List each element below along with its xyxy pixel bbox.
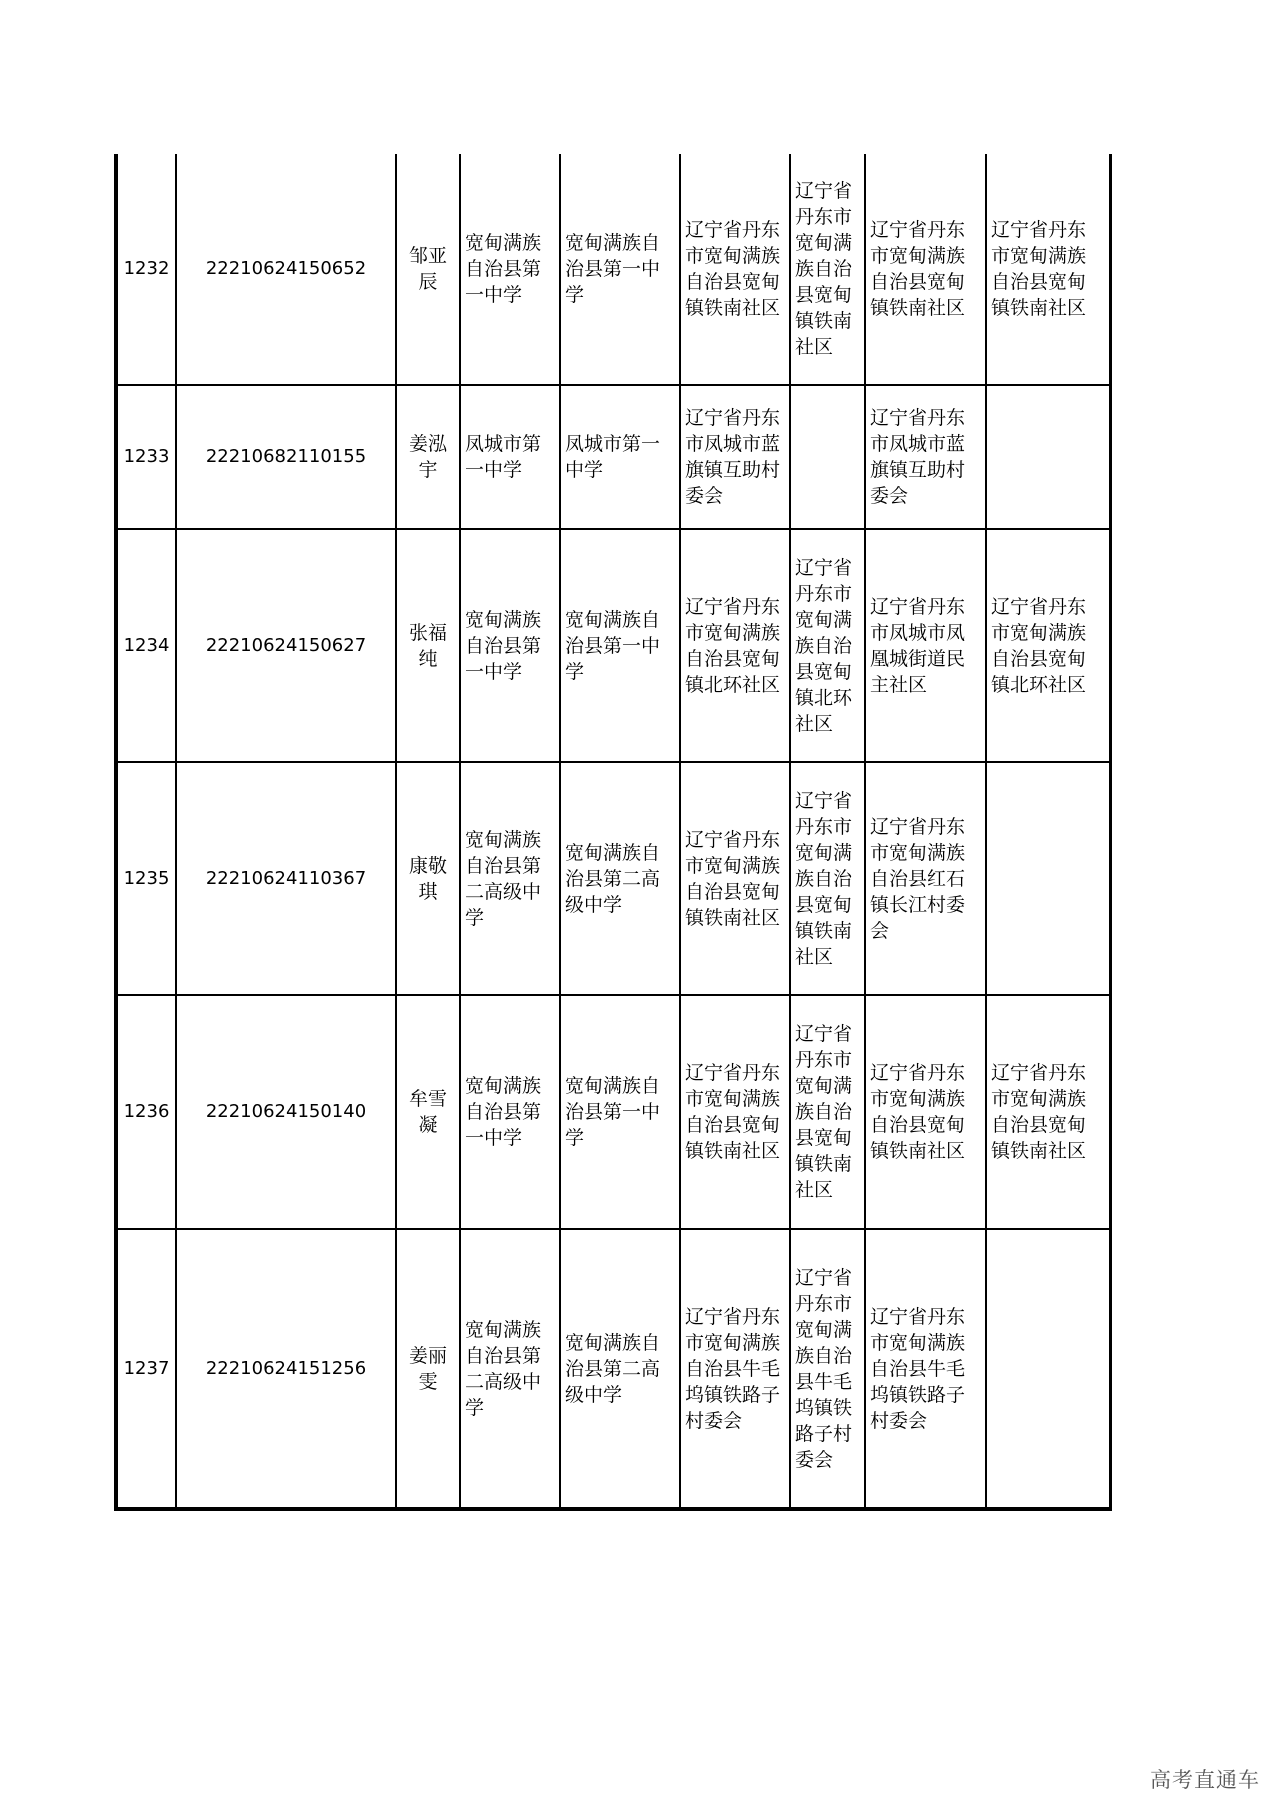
address-guardian-cell: 辽宁省丹东市宽甸满族自治县宽甸镇铁南社区 (790, 762, 865, 995)
address-guardian-cell: 辽宁省丹东市宽甸满族自治县宽甸镇铁南社区 (790, 154, 865, 385)
address-household-cell: 辽宁省丹东市凤城市蓝旗镇互助村委会 (680, 385, 790, 529)
address-other-cell (986, 1229, 1110, 1509)
school-name-cell: 宽甸满族自治县第一中学 (460, 154, 560, 385)
exam-id-cell: 22210624110367 (176, 762, 396, 995)
address-household-cell: 辽宁省丹东市宽甸满族自治县宽甸镇北环社区 (680, 529, 790, 762)
address-guardian-cell: 辽宁省丹东市宽甸满族自治县宽甸镇北环社区 (790, 529, 865, 762)
address-guardian-cell (790, 385, 865, 529)
exam-id-cell: 22210624150140 (176, 995, 396, 1229)
address-residence-cell: 辽宁省丹东市凤城市蓝旗镇互助村委会 (865, 385, 986, 529)
address-residence-cell: 辽宁省丹东市宽甸满族自治县牛毛坞镇铁路子村委会 (865, 1229, 986, 1509)
address-household-cell: 辽宁省丹东市宽甸满族自治县宽甸镇铁南社区 (680, 154, 790, 385)
school-name-cell: 宽甸满族自治县第一中学 (460, 995, 560, 1229)
address-residence-cell: 辽宁省丹东市宽甸满族自治县宽甸镇铁南社区 (865, 154, 986, 385)
student-name-cell: 牟雪凝 (396, 995, 460, 1229)
address-household-cell: 辽宁省丹东市宽甸满族自治县牛毛坞镇铁路子村委会 (680, 1229, 790, 1509)
school-name-cell: 宽甸满族自治县第二高级中学 (460, 1229, 560, 1509)
address-guardian-cell: 辽宁省丹东市宽甸满族自治县牛毛坞镇铁路子村委会 (790, 1229, 865, 1509)
address-other-cell (986, 385, 1110, 529)
student-name-cell: 康敬琪 (396, 762, 460, 995)
address-household-cell: 辽宁省丹东市宽甸满族自治县宽甸镇铁南社区 (680, 995, 790, 1229)
exam-id-cell: 22210624150652 (176, 154, 396, 385)
address-guardian-cell: 辽宁省丹东市宽甸满族自治县宽甸镇铁南社区 (790, 995, 865, 1229)
graduating-school-cell: 宽甸满族自治县第一中学 (560, 995, 680, 1229)
graduating-school-cell: 宽甸满族自治县第二高级中学 (560, 1229, 680, 1509)
table-row (116, 762, 1110, 995)
address-residence-cell: 辽宁省丹东市凤城市凤凰城街道民主社区 (865, 529, 986, 762)
records-table (114, 154, 1112, 1511)
address-residence-cell: 辽宁省丹东市宽甸满族自治县宽甸镇铁南社区 (865, 995, 986, 1229)
graduating-school-cell: 宽甸满族自治县第一中学 (560, 529, 680, 762)
school-name-cell: 宽甸满族自治县第一中学 (460, 529, 560, 762)
graduating-school-cell: 凤城市第一中学 (560, 385, 680, 529)
row-number-cell: 1234 (116, 529, 176, 762)
school-name-cell: 宽甸满族自治县第二高级中学 (460, 762, 560, 995)
address-other-cell: 辽宁省丹东市宽甸满族自治县宽甸镇北环社区 (986, 529, 1110, 762)
address-other-cell: 辽宁省丹东市宽甸满族自治县宽甸镇铁南社区 (986, 995, 1110, 1229)
exam-id-cell: 22210682110155 (176, 385, 396, 529)
address-other-cell: 辽宁省丹东市宽甸满族自治县宽甸镇铁南社区 (986, 154, 1110, 385)
exam-id-cell: 22210624151256 (176, 1229, 396, 1509)
row-number-cell: 1235 (116, 762, 176, 995)
address-household-cell: 辽宁省丹东市宽甸满族自治县宽甸镇铁南社区 (680, 762, 790, 995)
graduating-school-cell: 宽甸满族自治县第一中学 (560, 154, 680, 385)
row-number-cell: 1232 (116, 154, 176, 385)
address-other-cell (986, 762, 1110, 995)
table-row (116, 529, 1110, 762)
student-name-cell: 张福纯 (396, 529, 460, 762)
watermark-text: 高考直通车 (1150, 1768, 1260, 1792)
school-name-cell: 凤城市第一中学 (460, 385, 560, 529)
row-number-cell: 1236 (116, 995, 176, 1229)
table-row (116, 995, 1110, 1229)
table-row (116, 385, 1110, 529)
table-row (116, 154, 1110, 385)
table-row (116, 1229, 1110, 1509)
row-number-cell: 1233 (116, 385, 176, 529)
student-name-cell: 邹亚辰 (396, 154, 460, 385)
records-table-wrapper (114, 154, 1112, 1511)
student-name-cell: 姜丽雯 (396, 1229, 460, 1509)
student-name-cell: 姜泓宇 (396, 385, 460, 529)
graduating-school-cell: 宽甸满族自治县第二高级中学 (560, 762, 680, 995)
address-residence-cell: 辽宁省丹东市宽甸满族自治县红石镇长江村委会 (865, 762, 986, 995)
exam-id-cell: 22210624150627 (176, 529, 396, 762)
row-number-cell: 1237 (116, 1229, 176, 1509)
